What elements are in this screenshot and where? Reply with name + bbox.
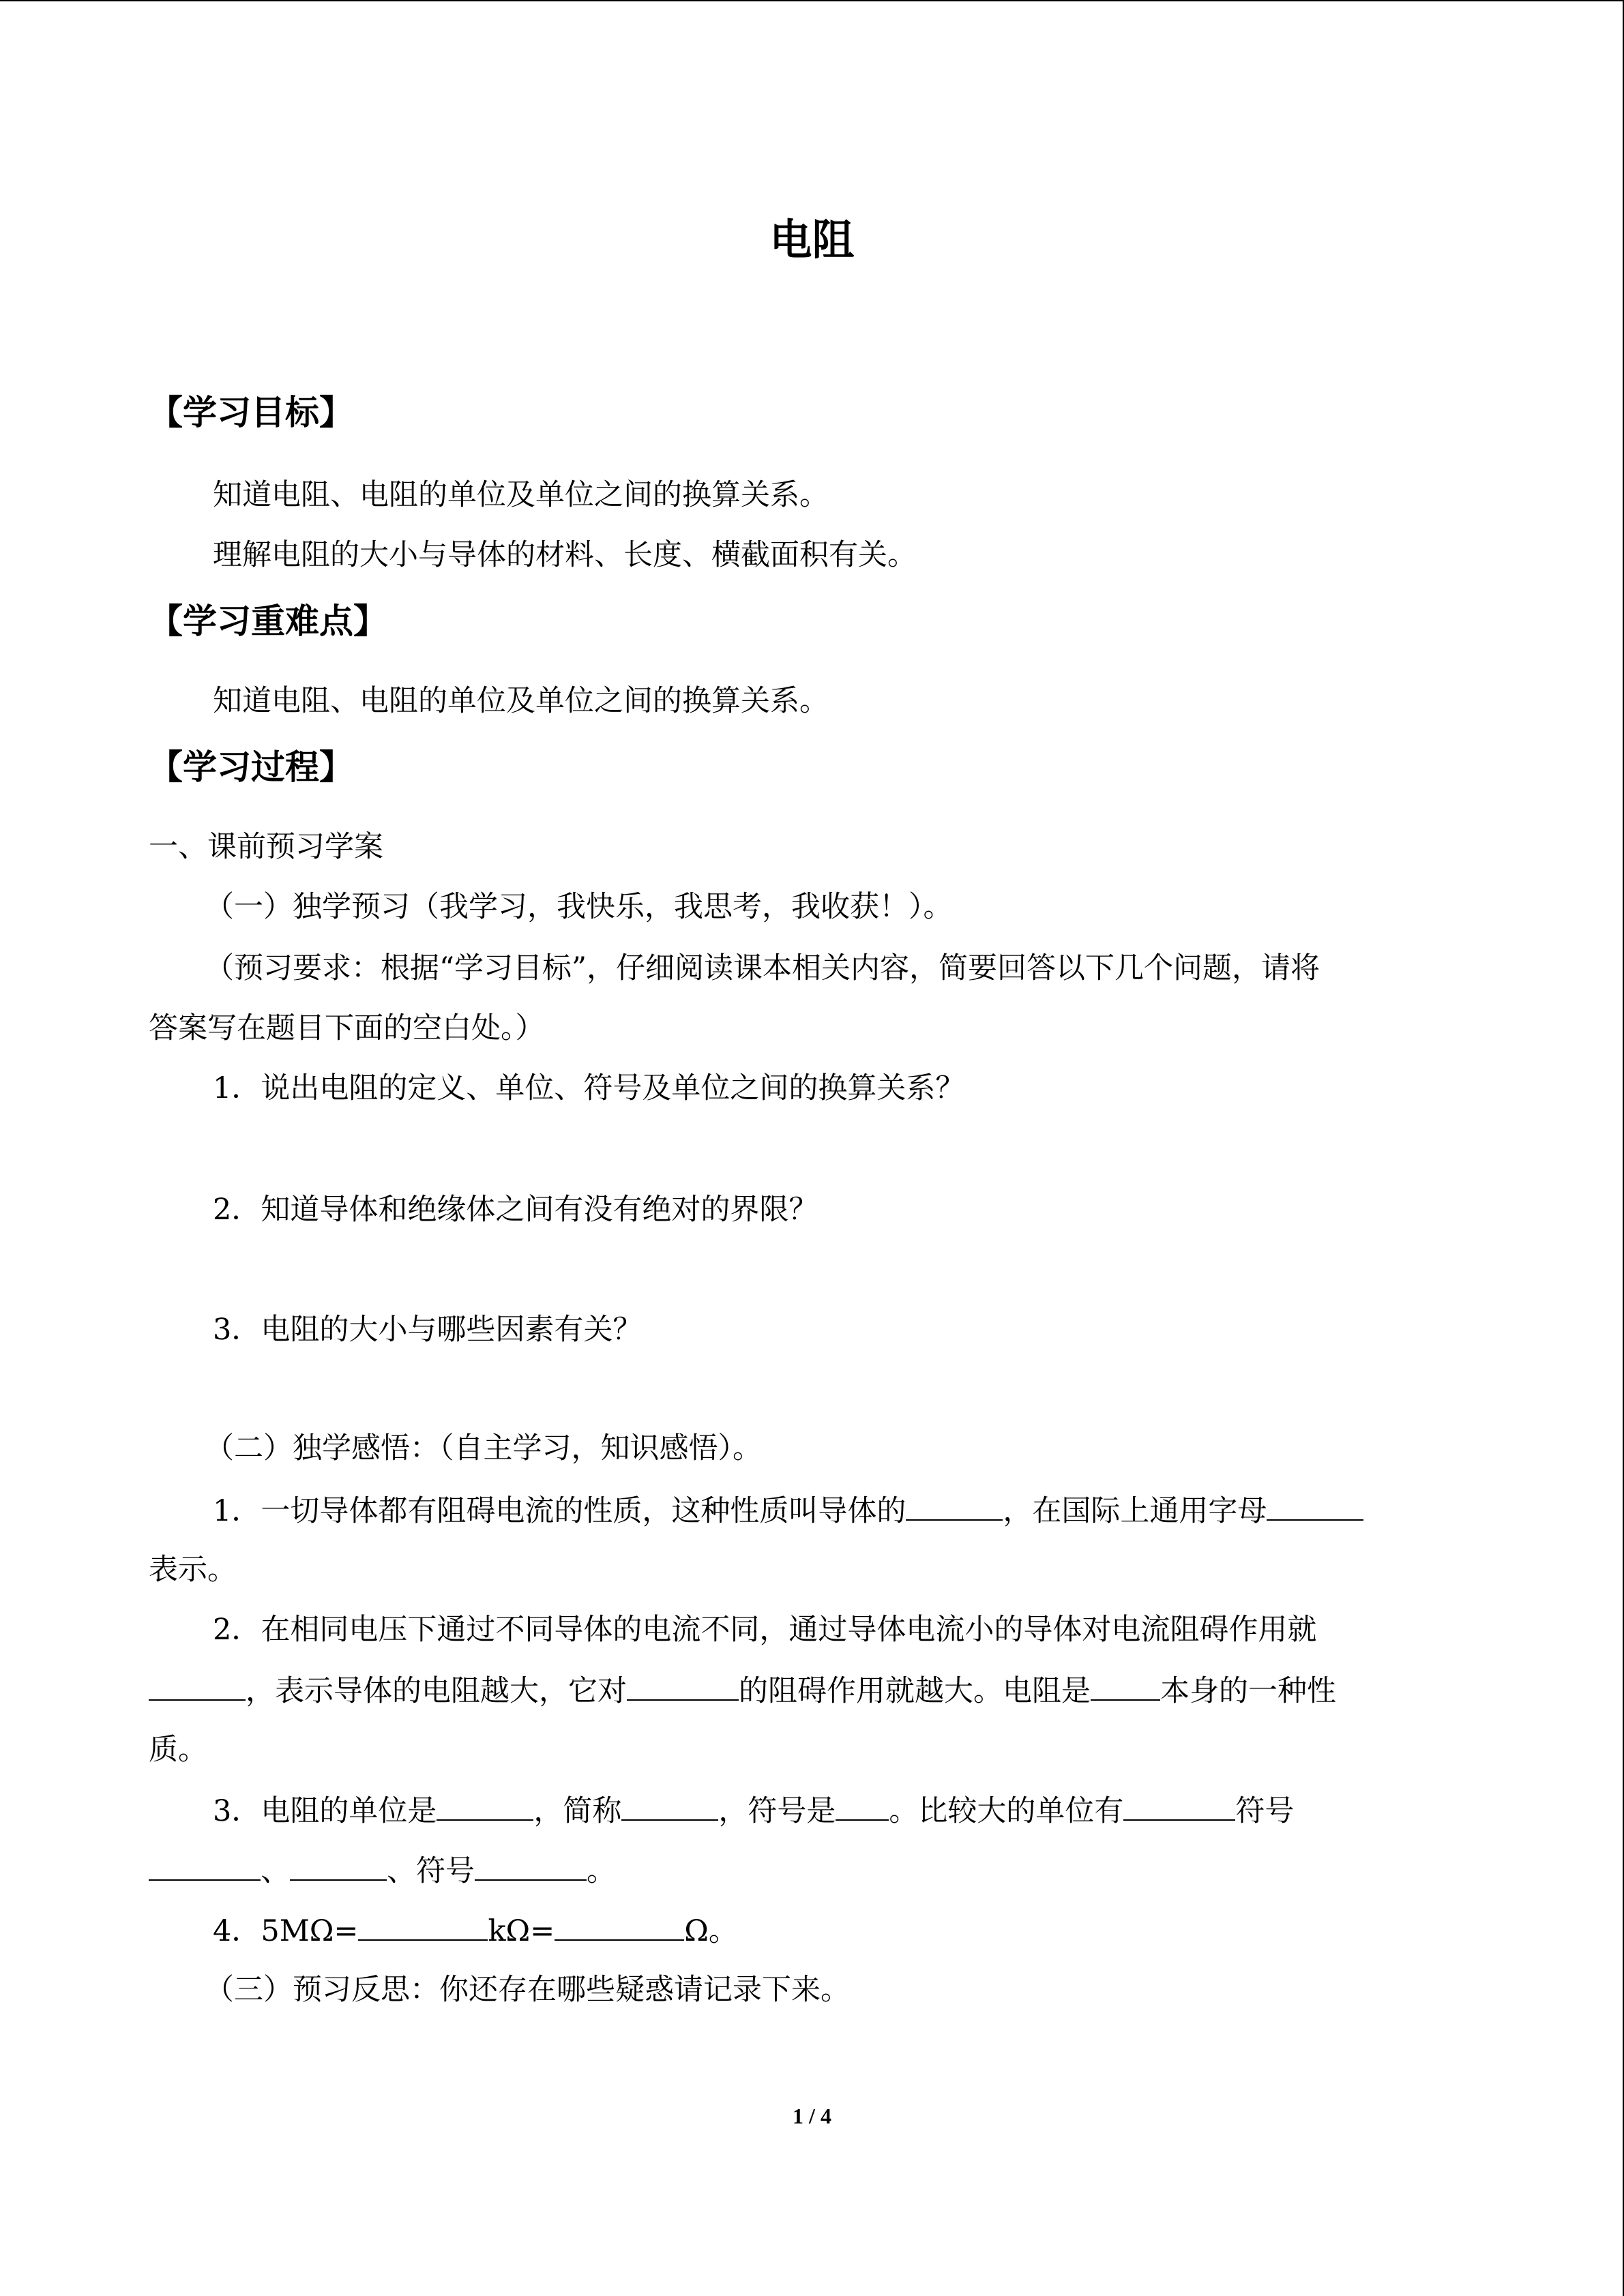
answer-blank[interactable] [290,1849,387,1881]
fill-question-3-line1 [213,1789,1294,1832]
fill-question-1-line2: 表示。 [149,1553,237,1587]
sub2-title: （二）独学感悟：（自主学习，知识感悟）。 [205,1431,762,1465]
question-item: 1．说出电阻的定义、单位、符号及单位之间的换算关系？ [213,1071,965,1105]
objective-item: 知道电阻、电阻的单位及单位之间的换算关系。 [213,478,829,512]
key-point-item: 知道电阻、电阻的单位及单位之间的换算关系。 [213,684,829,718]
fill-text: ，在国际上通用字母 [1003,1494,1267,1528]
answer-blank[interactable] [906,1489,1003,1521]
fill-text: 。比较大的单位有 [889,1794,1124,1828]
answer-blank[interactable] [555,1909,684,1941]
answer-blank[interactable] [358,1909,488,1941]
fill-question-3-line2 [149,1849,616,1892]
part1-title: 一、课前预习学案 [149,830,383,864]
question-item: 3．电阻的大小与哪些因素有关？ [213,1313,643,1347]
sub1-requirement-line2: 答案写在题目下面的空白处。） [149,1011,545,1045]
answer-blank[interactable] [627,1669,739,1701]
fill-text: ，符号是 [718,1794,836,1828]
fill-text: ，简称 [533,1794,622,1828]
fill-text: 。 [587,1854,616,1888]
answer-blank[interactable] [836,1789,889,1821]
fill-text: 本身的一种性 [1160,1674,1336,1708]
fill-text: 4．5MΩ= [213,1914,359,1948]
answer-blank[interactable] [1091,1669,1160,1701]
fill-question-4 [213,1909,738,1952]
fill-text: 、符号 [387,1854,475,1888]
answer-blank[interactable] [149,1669,246,1701]
objectives-heading: 【学习目标】 [149,393,353,432]
fill-text: Ω。 [684,1914,738,1948]
page-number: 1 / 4 [793,2104,831,2128]
fill-text: kΩ= [488,1914,555,1948]
answer-blank[interactable] [149,1849,261,1881]
fill-text: ，表示导体的电阻越大，它对 [246,1674,627,1708]
fill-text: 1．一切导体都有阻碍电流的性质，这种性质叫导体的 [213,1494,906,1528]
fill-question-2-line3: 质。 [149,1733,207,1767]
fill-text: 、 [261,1854,290,1888]
page-title: 电阻 [769,215,855,265]
answer-blank[interactable] [1267,1489,1363,1521]
sub3-title: （三）预习反思：你还存在哪些疑惑请记录下来。 [205,1973,850,2007]
fill-question-2-line2 [149,1669,1336,1712]
fill-question-1-line1 [213,1489,1363,1532]
answer-blank[interactable] [621,1789,718,1821]
answer-blank[interactable] [1123,1789,1235,1821]
process-heading: 【学习过程】 [149,747,353,787]
fill-text: 符号 [1235,1794,1295,1828]
question-item: 2．知道导体和绝缘体之间有没有绝对的界限？ [213,1193,818,1227]
fill-text: 3．电阻的单位是 [213,1794,437,1828]
fill-question-2-line1: 2．在相同电压下通过不同导体的电流不同，通过导体电流小的导体对电流阻碍作用就 [213,1613,1317,1647]
sub1-title: （一）独学预习（我学习，我快乐，我思考，我收获！）。 [205,890,953,924]
sub1-requirement-line1: （预习要求：根据“学习目标”，仔细阅读课本相关内容，简要回答以下几个问题，请将 [205,951,1320,985]
answer-blank[interactable] [437,1789,533,1821]
key-points-heading: 【学习重难点】 [149,601,387,641]
objective-item: 理解电阻的大小与导体的材料、长度、横截面积有关。 [213,538,917,572]
fill-text: 的阻碍作用就越大。电阻是 [739,1674,1091,1708]
answer-blank[interactable] [475,1849,587,1881]
